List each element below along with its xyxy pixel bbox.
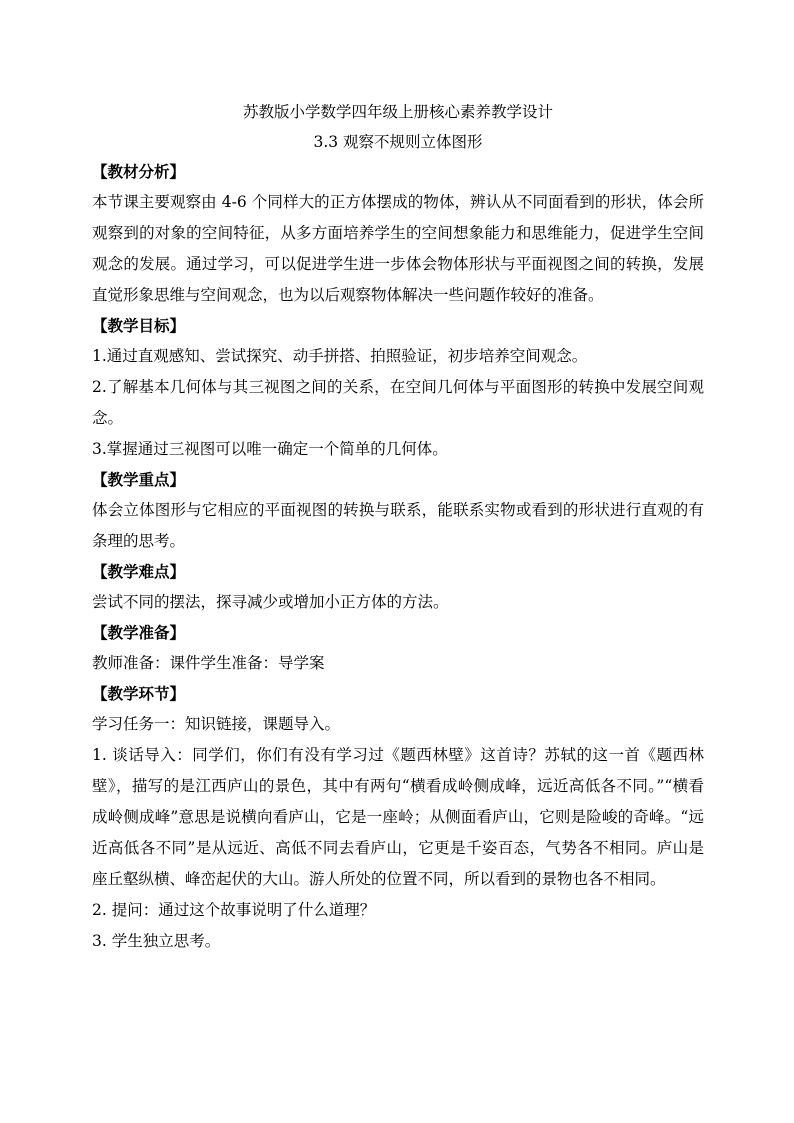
section-heading-difficulties: 【教学难点】 xyxy=(92,562,186,581)
section-heading-key-points: 【教学重点】 xyxy=(92,470,186,489)
section-heading-preparation: 【教学准备】 xyxy=(92,623,186,642)
preparation-text: 教师准备：课件学生准备：导学案 xyxy=(92,654,325,672)
document-title: 苏教版小学数学四年级上册核心素养教学设计 xyxy=(242,103,553,121)
process-item-1: 1. 谈话导入：同学们，你们有没有学习过《题西林壁》这首诗？苏轼的这一首《题西林壁》，描写的是江西庐山的景色，其中有两句“横看成岭侧成峰，远近高低各不同。”“横看成岭侧成峰”意思是说横向看庐山，它是一座岭；从侧面看庐山，它则是险峻的奇峰。“远近高低各不同”是从远近、高低不同去看庐山，它更是千姿百态，气势各不相同。庐山是座丘壑纵横、峰峦起伏的大山。游人所处的位置不同，所以看到的景物也各不相同。 xyxy=(92,746,704,888)
section-heading-objectives: 【教学目标】 xyxy=(92,316,186,335)
objective-item-2: 2.了解基本几何体与其三视图之间的关系，在空间几何体与平面图形的转换中发展空间观念。 xyxy=(92,378,704,427)
objective-item-1: 1.通过直观感知、尝试探究、动手拼搭、拍照验证，初步培养空间观念。 xyxy=(92,347,588,365)
objective-item-3: 3.掌握通过三视图可以唯一确定一个简单的几何体。 xyxy=(92,440,448,458)
analysis-text: 本节课主要观察由 4-6 个同样大的正方体摆成的物体，辨认从不同面看到的形状，体会所观察到的对象的空间特征，从多方面培养学生的空间想象能力和思维能力，促进学生空间观念的发展。通过学习，可以促进学生进一步体会物体形状与平面视图之间的转换，发展直觉形象思维与空间观念，也为以后观察物体解决一些问题作较好的准备。 xyxy=(92,193,704,304)
section-heading-analysis: 【教材分析】 xyxy=(92,162,186,181)
process-task: 学习任务一：知识链接，课题导入。 xyxy=(92,715,341,733)
process-item-3: 3. 学生独立思考。 xyxy=(92,932,221,950)
process-item-2: 2. 提问：通过这个故事说明了什么道理？ xyxy=(92,901,376,919)
key-points-text: 体会立体图形与它相应的平面视图的转换与联系，能联系实物或看到的形状进行直观的有条理的思考。 xyxy=(92,501,704,550)
difficulties-text: 尝试不同的摆法，探寻减少或增加小正方体的方法。 xyxy=(92,593,449,611)
document-subtitle: 3.3 观察不规则立体图形 xyxy=(313,133,483,151)
document-page xyxy=(92,97,704,957)
section-heading-process: 【教学环节】 xyxy=(92,684,186,703)
